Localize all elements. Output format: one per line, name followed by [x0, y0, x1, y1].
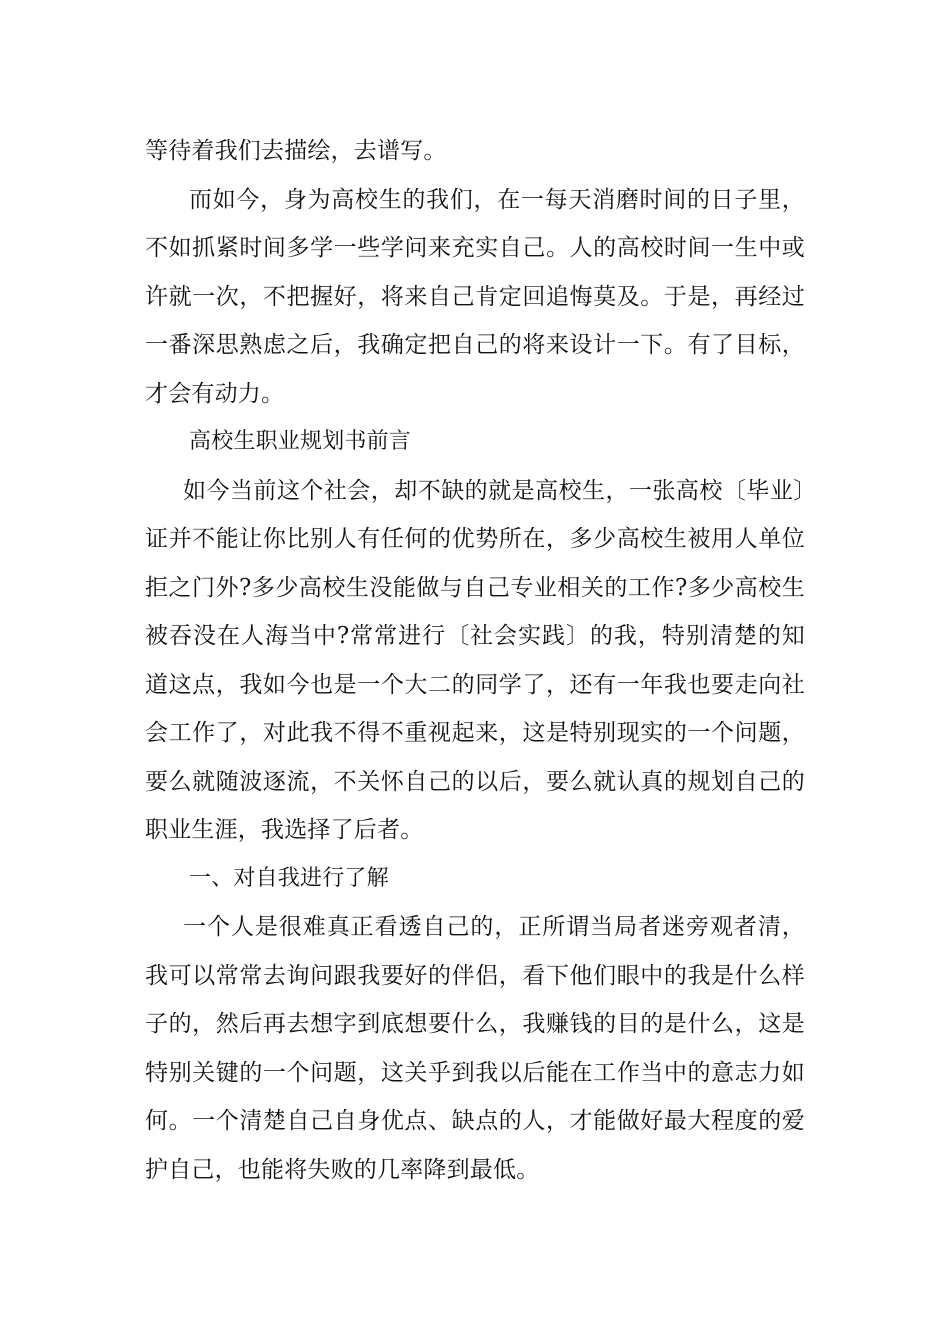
document-body — [145, 127, 805, 1194]
paragraph-self-knowledge: 一个人是很难真正看透自己的，正所谓当局者迷旁观者清，我可以常常去询问跟我要好的伴侣，看下他们眼中的我是什么样子的，然后再去想字到底想要什么，我赚钱的目的是什么，这是特别关键的一个问题，这关乎到我以后能在工作当中的意志力如何。一个清楚自己自身优点、缺点的人，才能做好最大程度的爱护自己，也能将失败的几率降到最低。 — [145, 914, 805, 1183]
paragraph-society: 如今当前这个社会，却不缺的就是高校生，一张高校〔毕业〕证并不能让你比别人有任何的优势所在，多少高校生被用人单位拒之门外?多少高校生没能做与自己专业相关的工作?多少高校生被吞没在人海当中?常常进行〔社会实践〕的我，特别清楚的知道这点，我如今也是一个大二的同学了，还有一年我也要走向社会工作了，对此我不得不重视起来，这是特别现实的一个问题，要么就随波逐流，不关怀自己的以后，要么就认真的规划自己的职业生涯，我选择了后者。 — [145, 477, 805, 843]
section-heading-preface: 高校生职业规划书前言 — [189, 429, 412, 454]
paragraph-present-study: 而如今，身为高校生的我们，在一每天消磨时间的日子里，不如抓紧时间多学一些学问来充实自己。人的高校时间一生中或许就一次，不把握好，将来自己肯定回追悔莫及。于是，再经过一番深思熟虑之后，我确定把自己的将来设计一下。有了目标，才会有动力。 — [145, 186, 805, 407]
section-heading-self-knowledge: 一、对自我进行了解 — [189, 865, 389, 891]
paragraph-continuation: 等待着我们去描绘，去谱写。 — [145, 138, 447, 164]
